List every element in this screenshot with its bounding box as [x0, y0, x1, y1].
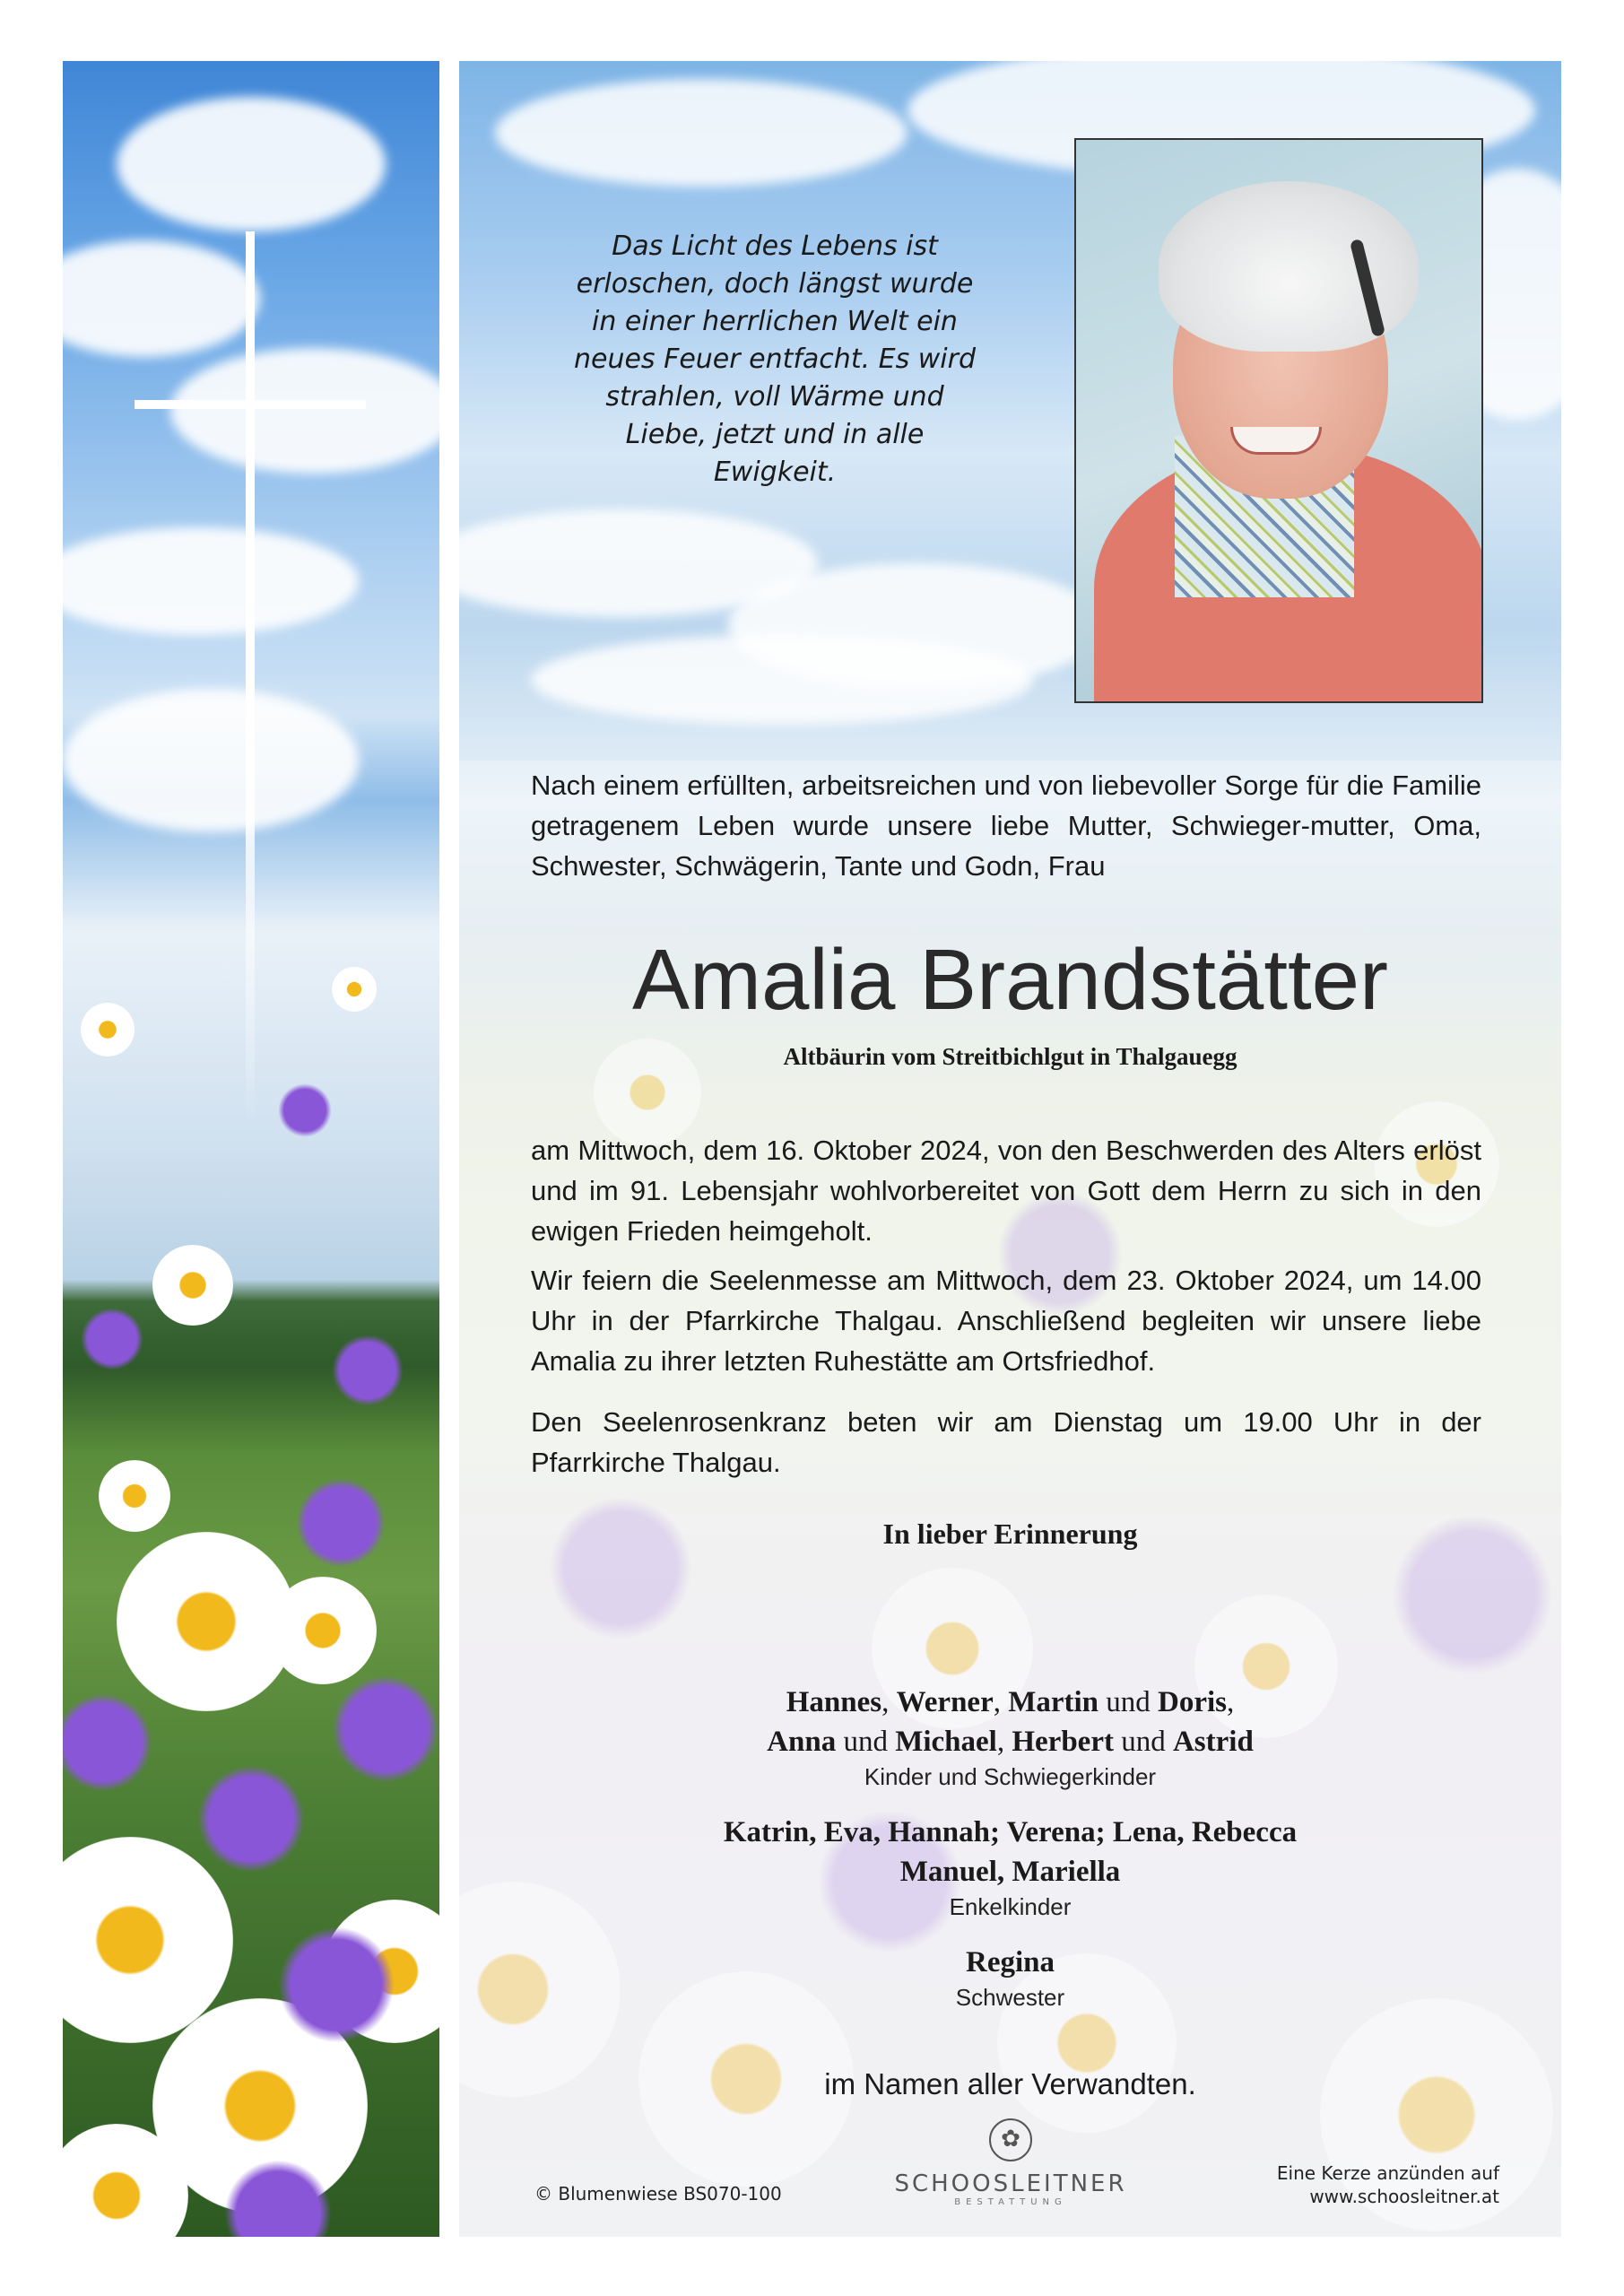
daisy-flower	[81, 1003, 135, 1057]
separator: und	[836, 1726, 896, 1758]
mourner-names: Katrin, Eva, Hannah; Verena; Lena, Rebecca	[723, 1816, 1298, 1848]
logo-subtitle: BESTATTUNG	[954, 2197, 1067, 2207]
mourners-children	[459, 1683, 1561, 1792]
death-notice-paragraph: am Mittwoch, dem 16. Oktober 2024, von den Beschwerden des Alters erlöst und im 91. Lebensjahr wohlvorbereitet von Gott dem Herrn zu sich in den ewigen Frieden heimgeholt.	[531, 1135, 1481, 1247]
separator: ,	[993, 1686, 1009, 1718]
grandchildren-names-line1	[459, 1813, 1561, 1852]
candle-text: Eine Kerze anzünden auf	[1276, 2162, 1499, 2184]
separator: und	[1113, 1726, 1173, 1758]
bellflower	[63, 1693, 152, 1792]
cloud	[63, 240, 260, 357]
children-role: Kinder und Schwiegerkinder	[864, 1763, 1157, 1790]
candle-link[interactable]: www.schoosleitner.at	[1309, 2186, 1499, 2207]
cloud	[531, 635, 1033, 725]
grandchildren-names-line2	[459, 1852, 1561, 1892]
daisy-flower	[152, 1245, 233, 1326]
separator: ,	[881, 1686, 897, 1718]
bellflower	[278, 1083, 332, 1137]
cloud	[117, 97, 386, 231]
mourner-names: Manuel, Mariella	[899, 1856, 1121, 1888]
poem	[569, 228, 981, 491]
bellflower	[81, 1308, 143, 1370]
intro-text: Nach einem erfüllten, arbeitsreichen und von liebevoller Sorge für die Familie getragenem Leben wurde unsere liebe Mutter, Schwieger-mutter, Oma, Schwester, Schwägerin, Tante und Godn, Frau	[531, 770, 1481, 882]
daisy-flower	[99, 1460, 170, 1532]
rosary-paragraph: Den Seelenrosenkranz beten wir am Dienstag um 19.00 Uhr in der Pfarrkirche Thalgau.	[531, 1406, 1481, 1478]
remembrance-heading: In lieber Erinnerung	[882, 1518, 1138, 1550]
closing-line: im Namen aller Verwandten.	[824, 2067, 1196, 2100]
separator: ,	[1227, 1686, 1235, 1718]
poem-line: strahlen, voll Wärme und	[605, 381, 944, 413]
children-names-line1	[459, 1683, 1561, 1722]
mourners-grandchildren	[459, 1813, 1561, 1922]
grandchildren-role: Enkelkinder	[949, 1893, 1072, 1920]
candle-notice	[1248, 2161, 1499, 2208]
funeral-mass-paragraph: Wir feiern die Seelenmesse am Mittwoch, dem 23. Oktober 2024, um 14.00 Uhr in der Pfarrkirche Thalgau. Anschließend begleiten wir unsere liebe Amalia zu ihrer letzten Ruhestätte am Ortsfriedhof.	[531, 1265, 1481, 1377]
image-copyright: © Blumenwiese BS070-100	[534, 2183, 782, 2205]
poem-line: in einer herrlichen Welt ein	[592, 306, 958, 337]
obituary-panel	[459, 61, 1561, 2237]
sister-role: Schwester	[955, 1984, 1065, 2011]
poem-line: Das Licht des Lebens ist	[612, 230, 938, 262]
poem-line: erloschen, doch längst wurde	[576, 268, 974, 300]
mourner-name: Michael	[895, 1726, 997, 1758]
daisy-flower	[332, 967, 377, 1012]
separator: und	[1099, 1686, 1159, 1718]
cross-icon	[246, 231, 255, 1128]
mourners-sister	[459, 1943, 1561, 2013]
mourner-name: Astrid	[1172, 1726, 1254, 1758]
mourner-name: Werner	[896, 1686, 994, 1718]
mourner-name: Herbert	[1012, 1726, 1114, 1758]
mourner-name: Doris	[1158, 1686, 1228, 1718]
logo-name: SCHOOSLEITNER	[894, 2170, 1127, 2197]
deceased-title: Altbäurin vom Streitbichlgut in Thalgauegg	[783, 1043, 1238, 1070]
cross-icon-bar	[135, 400, 366, 409]
cloud	[63, 527, 359, 635]
bellflower	[332, 1675, 439, 1783]
cloud	[170, 348, 439, 474]
mourner-name: Regina	[966, 1946, 1055, 1979]
funeral-home-logo	[890, 2118, 1132, 2207]
sister-name-line	[459, 1943, 1561, 1982]
daisy-flower	[269, 1577, 377, 1684]
mourner-name: Martin	[1008, 1686, 1099, 1718]
bellflower	[332, 1335, 404, 1406]
portrait-photo	[1074, 138, 1483, 703]
deceased-name: Amalia Brandstätter	[631, 932, 1389, 1028]
bellflower	[197, 1765, 305, 1873]
meadow-side-image	[63, 61, 439, 2237]
poem-line: neues Feuer entfacht. Es wird	[573, 344, 977, 375]
bellflower	[296, 1478, 386, 1568]
bellflower	[278, 1926, 395, 2043]
mourner-name: Hannes	[786, 1686, 882, 1718]
cloud	[63, 689, 359, 832]
separator: ,	[996, 1726, 1012, 1758]
schoosleitner-logo-icon: ✿	[989, 2118, 1032, 2161]
children-names-line2	[459, 1722, 1561, 1761]
poem-line: Ewigkeit.	[713, 457, 837, 488]
mourner-name: Anna	[767, 1726, 837, 1758]
portrait-smile	[1230, 427, 1322, 455]
cloud	[495, 79, 908, 187]
poem-line: Liebe, jetzt und in alle	[625, 419, 925, 450]
